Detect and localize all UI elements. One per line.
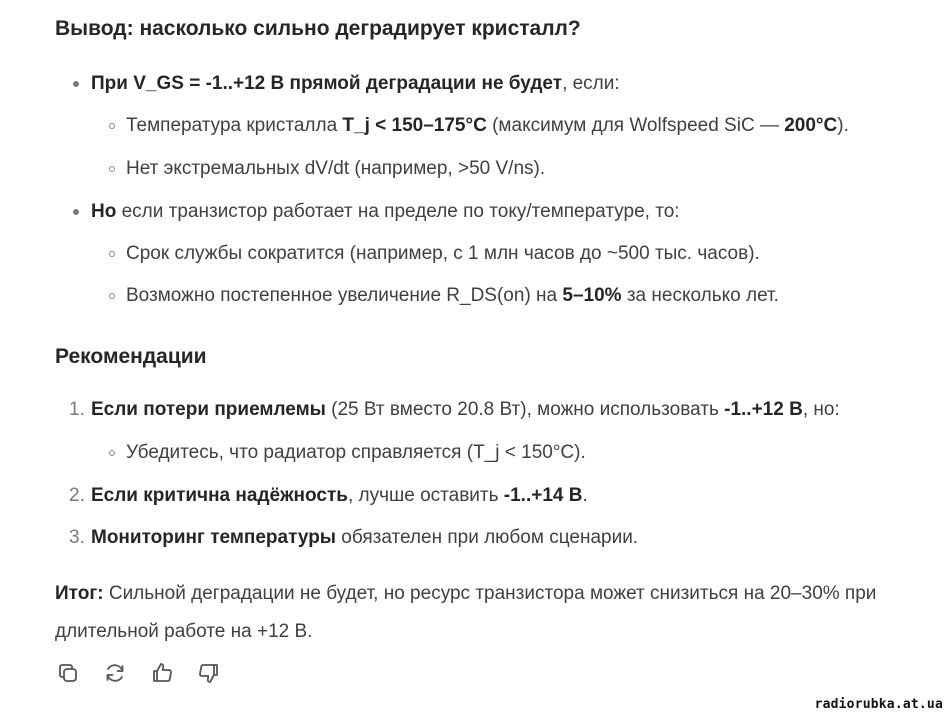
copy-icon [56, 661, 80, 692]
dislike-button[interactable] [195, 663, 223, 689]
bold-part: -1..+12 В [724, 399, 803, 420]
text-part: , но: [802, 399, 840, 420]
text-part: (максимум для Wolfspeed SiC — [486, 115, 785, 136]
text-part: Нет экстремальных dV/dt (например, >50 V/ns). [126, 158, 546, 179]
sub-item-rdson [126, 284, 779, 308]
watermark: radiorubka.at.ua [814, 697, 943, 712]
text-part: . [582, 485, 588, 506]
bold-part: Если критична надёжность [91, 485, 348, 506]
bold-part: -1..+14 В [503, 485, 583, 506]
summary-line-1 [55, 582, 876, 606]
list-number: 2. [69, 485, 85, 506]
thumbs-down-icon [197, 661, 221, 692]
text-part: Температура кристалла [126, 115, 343, 136]
regenerate-icon [103, 661, 127, 692]
sub-item-dvdt [126, 157, 545, 181]
like-button[interactable] [148, 663, 176, 689]
summary-label: Итог: [55, 583, 104, 604]
recommendation-item-losses [91, 398, 840, 422]
summary-line-2: длительной работе на +12 В. [55, 621, 313, 642]
list-number: 1. [69, 399, 85, 420]
bullet-item-no-degradation [91, 72, 620, 96]
text-part: ). [837, 115, 849, 136]
list-number: 3. [69, 527, 85, 548]
bold-part: Мониторинг температуры [91, 527, 337, 548]
summary-text: Сильной деградации не будет, но ресурс транзистора может снизиться на 20–30% при [103, 583, 877, 604]
text-part: обязателен при любом сценарии. [336, 527, 639, 548]
copy-button[interactable] [54, 663, 82, 689]
text-part: , лучше оставить [347, 485, 504, 506]
bullet-bold-text: При V_GS = -1..+12 В прямой деградации не будет [91, 73, 563, 94]
bold-part: 200°C [784, 115, 838, 136]
bullet-rest-text: , если: [562, 73, 620, 94]
bullet-marker [73, 81, 79, 87]
recommendation-item-monitoring [91, 526, 638, 550]
bold-part: 5–10% [562, 285, 622, 306]
regenerate-button[interactable] [101, 663, 129, 689]
bullet-item-but [91, 200, 680, 224]
sub-item-lifetime [126, 242, 760, 266]
thumbs-up-icon [150, 661, 174, 692]
message-actions [54, 663, 223, 689]
text-part: (25 Вт вместо 20.8 Вт), можно использовать [325, 399, 725, 420]
bullet-marker [73, 209, 79, 215]
sub-item-radiator: Убедитесь, что радиатор справляется (T_j < 150°C). [126, 442, 586, 463]
bold-part: Если потери приемлемы [91, 399, 326, 420]
sub-item-crystal-temp [126, 114, 849, 138]
text-part: Возможно постепенное увеличение R_DS(on) на [126, 285, 563, 306]
sub-bullet-marker [109, 450, 115, 456]
text-part: Срок службы сократится (например, с 1 млн часов до ~500 тыс. часов). [126, 243, 760, 264]
bold-part: T_j < 150–175°C [342, 115, 487, 136]
bullet-bold-text: Но [91, 201, 117, 222]
sub-bullet-marker [109, 166, 115, 172]
bullet-rest-text: если транзистор работает на пределе по току/температуре, то: [116, 201, 680, 222]
sub-bullet-marker [109, 123, 115, 129]
recommendation-item-reliability [91, 484, 588, 508]
sub-bullet-marker [109, 251, 115, 257]
sub-bullet-marker [109, 293, 115, 299]
recommendations-heading: Рекомендации [55, 345, 207, 368]
conclusion-heading: Вывод: насколько сильно деградирует кристалл? [55, 17, 581, 40]
text-part: за несколько лет. [621, 285, 779, 306]
